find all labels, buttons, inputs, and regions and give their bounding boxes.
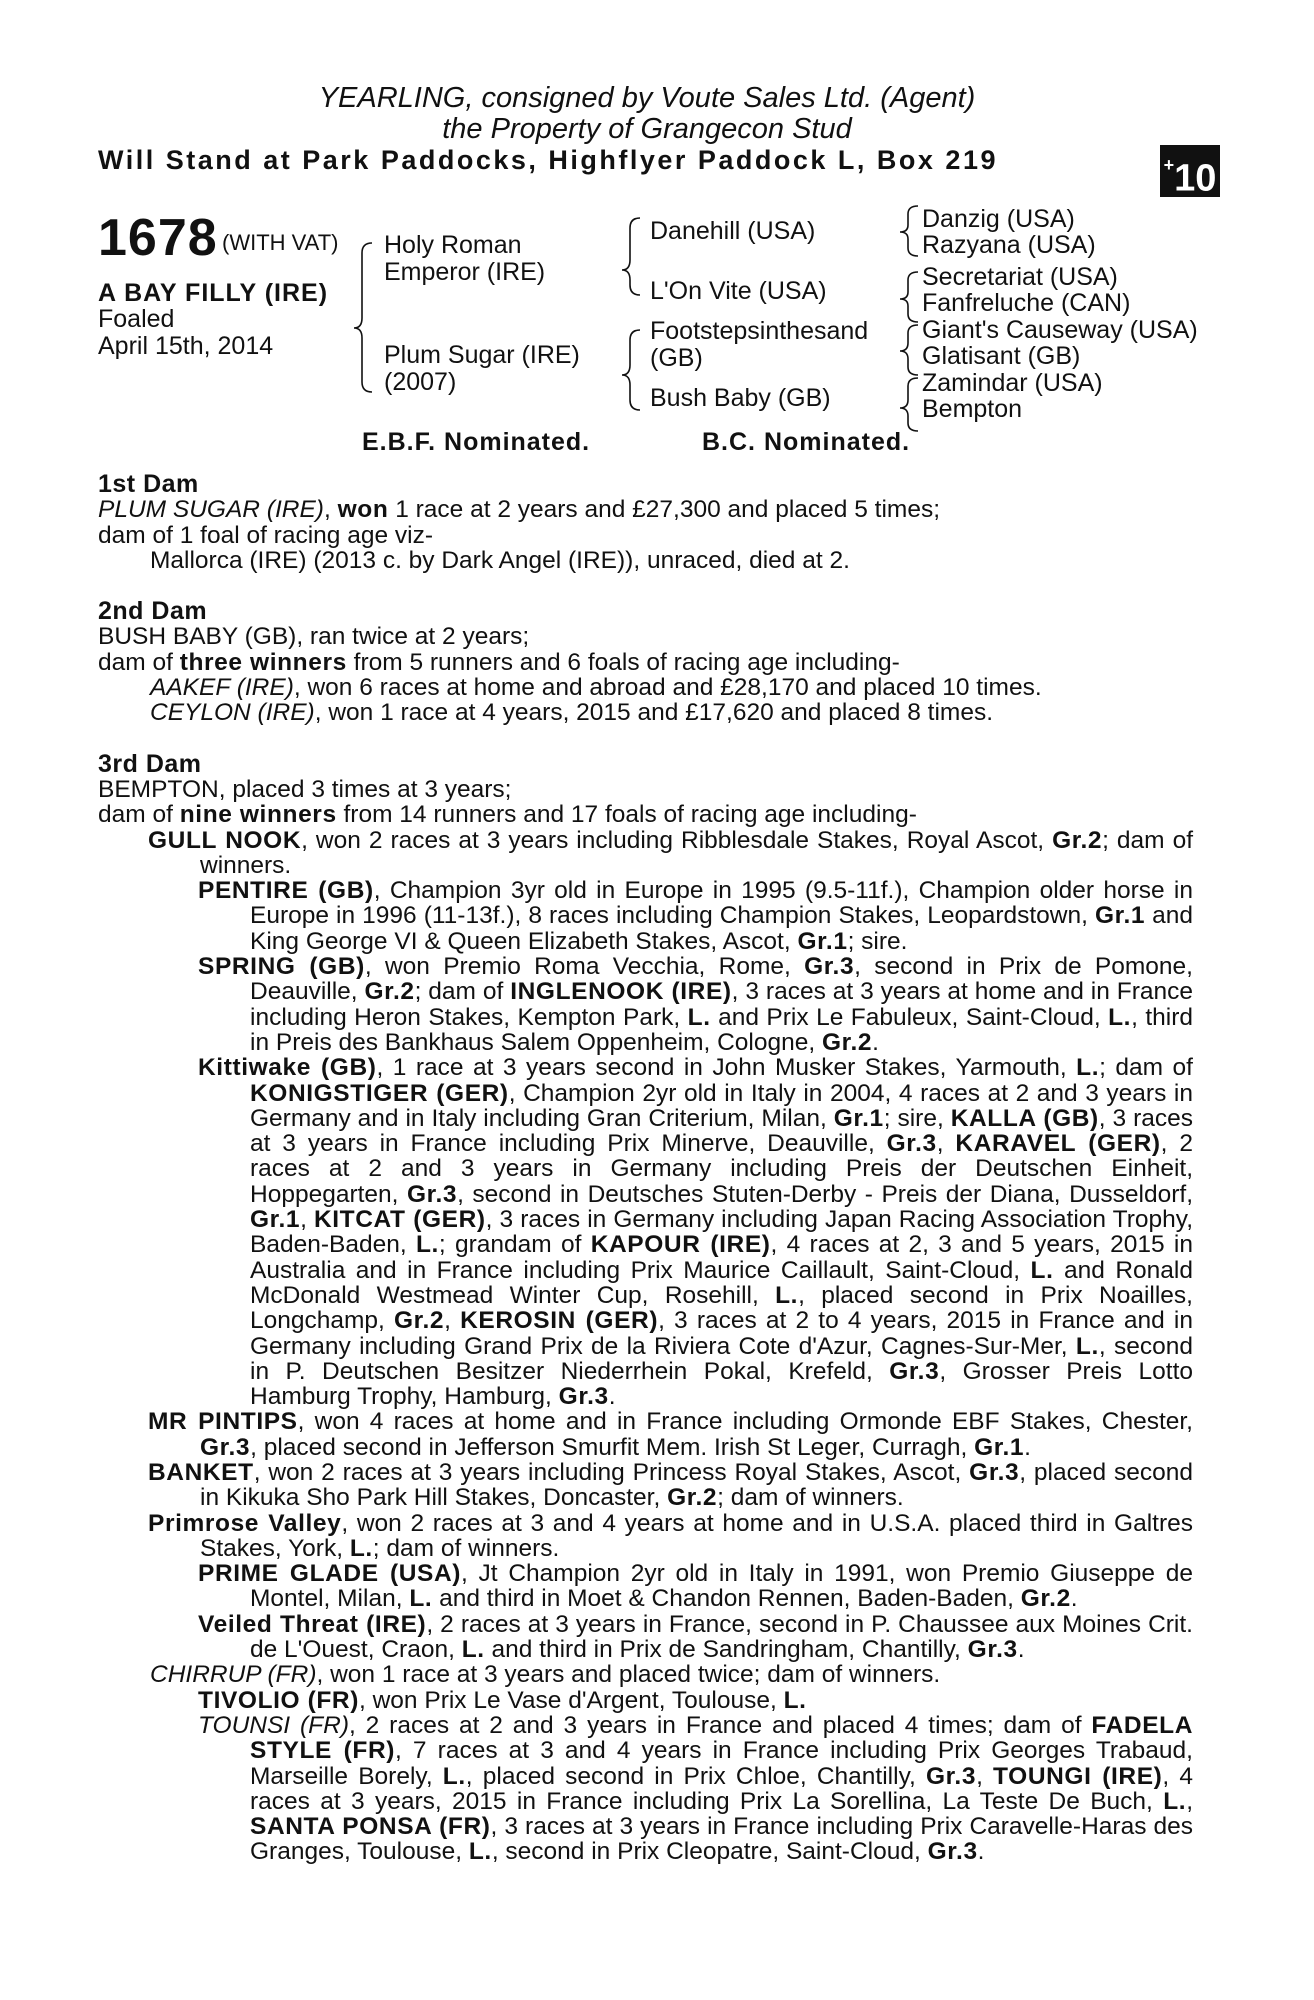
second-dam-heading: 2nd Dam bbox=[98, 597, 208, 626]
first-dam-produce-intro: dam of 1 foal of racing age viz- bbox=[98, 521, 434, 549]
sdd: Fanfreluche (CAN) bbox=[922, 289, 1131, 317]
dam-year: (2007) bbox=[384, 368, 457, 396]
produce-tivolio: TIVOLIO (FR), won Prix Le Vase d'Argent, Toulouse, L. bbox=[198, 1686, 807, 1714]
dsd: Glatisant (GB) bbox=[922, 342, 1081, 370]
header-consignor: YEARLING, consigned by Voute Sales Ltd. (Agent) bbox=[318, 82, 976, 114]
produce-kittiwake: Kittiwake (GB), 1 race at 3 years second in John Musker Stakes, Yarmouth, L.; dam of KONIGSTIGER (GER), Champion 2yr old in Italy in 2004, 4 races at 2 and 3 years in Germany and in Italy including Gran Criterium, Milan, Gr.1; sire, KALLA (GB), 3 races at 3 years in France including Prix Minerve, Deauville, Gr.3, KARAVEL (GER), 2 races at 2 and 3 years in Germany including Preis der Deutschen Einheit, Hoppegarten, Gr.3, second in Deutsches Stuten-Derby - Preis der Diana, Dusseldorf, Gr.1, KITCAT (GER), 3 races in Germany including Japan Racing Association Trophy, Baden-Baden, L.; grandam of KAPOUR (IRE), 4 races at 2, 3 and 5 years, 2015 in Australia and in France including Prix Maurice Caillault, Saint-Cloud, L. and Ronald McDonald Westmead Winter Cup, Rosehill, L., placed second in Prix Noailles, Longchamp, Gr.2, KEROSIN (GER), 3 races at 2 to 4 years, 2015 in France and in Germany including Grand Prix de la Riviera Cote d'Azur, Cagnes-Sur-Mer, L., second in P. Deutschen Besitzer Niederrhein Pokal, Krefeld, Gr.3, Grosser Preis Lotto Hamburg Trophy, Hamburg, Gr.3. bbox=[198, 1054, 1194, 1411]
produce-chirrup: CHIRRUP (FR), won 1 race at 3 years and placed twice; dam of winners. bbox=[150, 1661, 941, 1689]
catalogue-body bbox=[98, 472, 1193, 1865]
dam-sire: Footstepsinthesand bbox=[650, 317, 869, 345]
third-dam-line: BEMPTON, placed 3 times at 3 years; bbox=[98, 775, 512, 803]
vat-note: (WITH VAT) bbox=[222, 230, 339, 255]
produce-banket: BANKET, won 2 races at 3 years including Princess Royal Stakes, Ascot, Gr.3, placed second in Kikuka Sho Park Hill Stakes, Doncaster, Gr.2; dam of winners. bbox=[148, 1458, 1193, 1512]
dam-sire-line2: (GB) bbox=[650, 344, 703, 372]
produce-mr-pintips: MR PINTIPS, won 4 races at home and in France including Ormonde EBF Stakes, Chester, Gr.3, placed second in Jefferson Smurfit Mem. Irish St Leger, Curragh, Gr.1. bbox=[148, 1408, 1193, 1461]
first-dam-line: PLUM SUGAR (IRE), won 1 race at 2 years and £27,300 and placed 5 times; bbox=[98, 496, 940, 524]
first-dam-heading: 1st Dam bbox=[98, 470, 199, 498]
second-dam-line: BUSH BABY (GB), ran twice at 2 years; bbox=[98, 623, 530, 651]
dds: Zamindar (USA) bbox=[922, 369, 1103, 397]
header-property: the Property of Grangecon Stud bbox=[442, 113, 852, 145]
first-dam-produce-1: Mallorca (IRE) (2013 c. by Dark Angel (IRE)), unraced, died at 2. bbox=[150, 546, 850, 574]
foaled-label: Foaled bbox=[98, 305, 175, 333]
foaled-date: April 15th, 2014 bbox=[98, 332, 274, 360]
sire-sire: Danehill (USA) bbox=[650, 217, 816, 245]
ebf-nominated: E.B.F. Nominated. bbox=[362, 428, 591, 456]
produce-prime-glade: PRIME GLADE (USA), Jt Champion 2yr old in Italy in 1991, won Premio Giuseppe de Montel, Milan, L. and third in Moet & Chandon Rennen, Baden-Baden, Gr.2. bbox=[198, 1560, 1193, 1613]
ddd: Bempton bbox=[922, 395, 1023, 423]
sds: Secretariat (USA) bbox=[922, 263, 1118, 291]
produce-tounsi: TOUNSI (FR), 2 races at 2 and 3 years in France and placed 4 times; dam of FADELA STYLE (FR), 7 races at 3 and 4 years in France including Prix Georges Trabaud, Marseille Borely, L., placed second in Prix Chloe, Chantilly, Gr.3, TOUNGI (IRE), 4 races at 3 years, 2015 in France including Prix La Sorellina, La Teste De Buch, L., SANTA PONSA (FR), 3 races at 3 years in France including Prix Caravelle-Haras des Granges, Toulouse, L., second in Prix Cleopatre, Saint-Cloud, Gr.3. bbox=[198, 1711, 1194, 1866]
ssd: Razyana (USA) bbox=[922, 231, 1096, 259]
produce-primrose-valley: Primrose Valley, won 2 races at 3 and 4 years at home and in U.S.A. placed third in Galtres Stakes, York, L.; dam of winners. bbox=[148, 1509, 1193, 1562]
dam: Plum Sugar (IRE) bbox=[384, 341, 580, 369]
dam-dam: Bush Baby (GB) bbox=[650, 384, 831, 412]
produce-veiled-threat: Veiled Threat (IRE), 2 races at 3 years in France, second in P. Chaussee aux Moines Crit. de L'Ouest, Craon, L. and third in Prix de Sandringham, Chantilly, Gr.3. bbox=[198, 1610, 1193, 1664]
produce-gull-nook: GULL NOOK, won 2 races at 3 years including Ribblesdale Stakes, Royal Ascot, Gr.2; dam of winners. bbox=[148, 826, 1194, 879]
second-dam-produce-2: CEYLON (IRE), won 1 race at 4 years, 2015 and £17,620 and placed 8 times. bbox=[150, 699, 994, 727]
bc-nominated: B.C. Nominated. bbox=[702, 428, 911, 456]
third-dam-heading: 3rd Dam bbox=[98, 749, 202, 778]
sss: Danzig (USA) bbox=[922, 205, 1075, 233]
header-stand-location: Will Stand at Park Paddocks, Highflyer Paddock L, Box 219 bbox=[98, 145, 998, 175]
lot-number: 1678 bbox=[98, 209, 218, 267]
sire-line2: Emperor (IRE) bbox=[384, 258, 546, 286]
sire-dam: L'On Vite (USA) bbox=[650, 277, 827, 305]
second-dam-produce-1: AAKEF (IRE), won 6 races at home and abroad and £28,170 and placed 10 times. bbox=[150, 674, 1042, 702]
sire: Holy Roman bbox=[384, 231, 522, 259]
lot-badge: +10 bbox=[1160, 145, 1220, 197]
dss: Giant's Causeway (USA) bbox=[922, 316, 1198, 344]
lot-name: A BAY FILLY (IRE) bbox=[98, 279, 329, 307]
third-dam-produce-intro: dam of nine winners from 14 runners and 17 foals of racing age including- bbox=[98, 801, 917, 829]
produce-spring: SPRING (GB), won Premio Roma Vecchia, Rome, Gr.3, second in Prix de Pomone, Deauville, Gr.2; dam of INGLENOOK (IRE), 3 races at 3 years at home and in France including Heron Stakes, Kempton Park, L. and Prix Le Fabuleux, Saint-Cloud, L., third in Preis des Bankhaus Salem Oppenheim, Cologne, Gr.2. bbox=[198, 953, 1193, 1056]
produce-pentire: PENTIRE (GB), Champion 3yr old in Europe in 1995 (9.5-11f.), Champion older horse in Europe in 1996 (11-13f.), 8 races including Champion Stakes, Leopardstown, Gr.1 and King George VI & Queen Elizabeth Stakes, Ascot, Gr.1; sire. bbox=[198, 877, 1194, 955]
second-dam-produce-intro: dam of three winners from 5 runners and 6 foals of racing age including- bbox=[98, 648, 900, 676]
